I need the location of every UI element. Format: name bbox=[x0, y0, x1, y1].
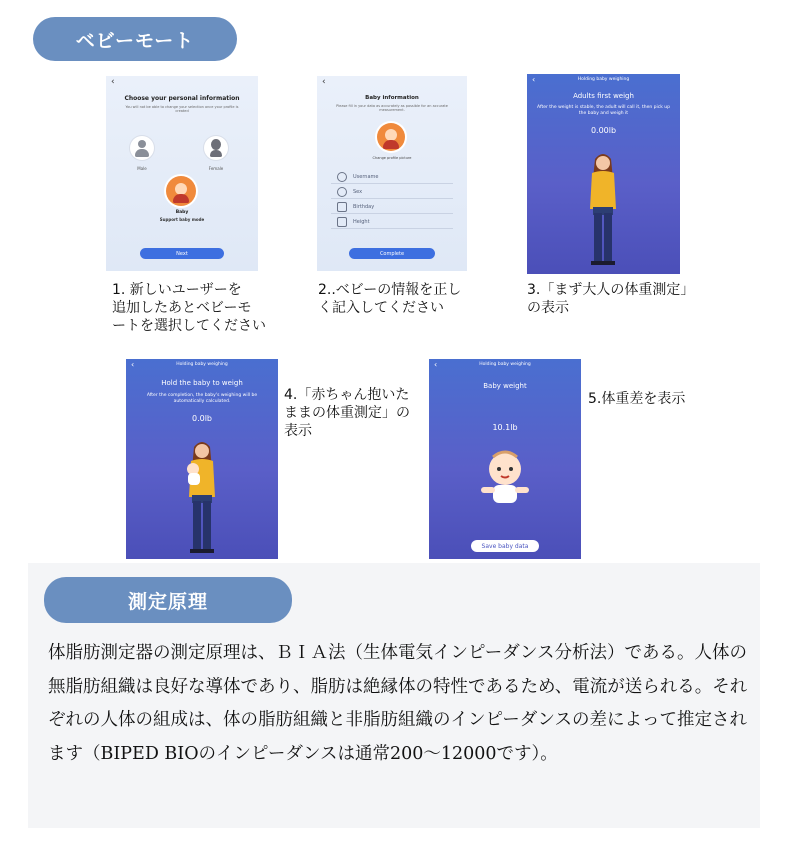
adult-holding-baby-icon bbox=[180, 437, 224, 557]
screen-title: Choose your personal information bbox=[124, 95, 240, 102]
caption-step-2: 2..ベビーの情報を正し く記入してください bbox=[318, 282, 462, 316]
back-arrow-icon[interactable]: ‹ bbox=[532, 75, 536, 84]
adult-figure-icon bbox=[583, 149, 623, 269]
male-avatar-icon[interactable] bbox=[130, 136, 154, 160]
weight-readout: 0.0lb bbox=[191, 414, 213, 423]
female-label: Female bbox=[208, 166, 224, 171]
header-title: ベビーモート bbox=[75, 29, 195, 52]
sex-icon bbox=[337, 187, 347, 197]
topbar-title: Holding baby weighing bbox=[176, 362, 228, 367]
field-label: Username bbox=[353, 174, 379, 180]
screen-subtitle: After the weight is stable, the adult will call it, then pick up the baby and weigh it bbox=[537, 105, 670, 116]
username-field[interactable] bbox=[331, 171, 453, 184]
sex-field[interactable] bbox=[331, 186, 453, 199]
weight-readout: 10.1lb bbox=[492, 423, 518, 432]
birthday-field[interactable] bbox=[331, 201, 453, 214]
calendar-icon bbox=[337, 202, 347, 212]
save-baby-data-button[interactable]: Save baby data bbox=[471, 540, 539, 552]
screen-title: Baby weight bbox=[483, 382, 527, 390]
caption-step-4: 4.「赤ちゃん抱いた ままの体重測定」の 表示 bbox=[284, 387, 410, 439]
back-arrow-icon[interactable]: ‹ bbox=[131, 360, 135, 369]
next-button[interactable]: Next bbox=[140, 248, 224, 259]
weight-readout: 0.00lb bbox=[590, 126, 617, 135]
caption-step-5: 5.体重差を表示 bbox=[588, 391, 686, 407]
screen-hold-baby bbox=[126, 359, 278, 559]
baby-subtitle: Support baby mode bbox=[159, 217, 205, 222]
screen-title: Adults first weigh bbox=[573, 92, 634, 100]
screen-subtitle: After the completion, the baby's weighing will be automatically calculated. bbox=[146, 393, 258, 404]
screen-subtitle: Please fill in your data as accurately as possible for an accurate measurement. bbox=[336, 104, 448, 113]
user-icon bbox=[337, 172, 347, 182]
back-arrow-icon[interactable]: ‹ bbox=[322, 77, 326, 87]
height-icon bbox=[337, 217, 347, 227]
section-pill bbox=[44, 577, 292, 623]
topbar-title: Holding baby weighing bbox=[577, 77, 630, 82]
field-label: Height bbox=[353, 219, 370, 225]
screen-title: Hold the baby to weigh bbox=[161, 379, 243, 387]
baby-illustration-icon bbox=[475, 447, 535, 507]
screen-baby-info bbox=[317, 76, 467, 271]
male-label: Male bbox=[137, 166, 147, 171]
field-label: Birthday bbox=[353, 204, 375, 210]
screen-title: Baby information bbox=[365, 95, 419, 101]
screen-adult-weigh bbox=[527, 74, 680, 274]
header-pill bbox=[33, 17, 237, 61]
change-picture-label[interactable]: Change profile picture bbox=[372, 156, 412, 160]
screen-baby-weight bbox=[429, 359, 581, 559]
height-field[interactable] bbox=[331, 216, 453, 229]
section-title: 測定原理 bbox=[127, 590, 208, 613]
screen-personal-info bbox=[106, 76, 258, 271]
caption-step-3: 3.「まず大人の体重測定」 の表示 bbox=[527, 282, 695, 316]
female-avatar-icon[interactable] bbox=[204, 136, 228, 160]
baby-label: Baby bbox=[175, 210, 189, 215]
field-label: Sex bbox=[353, 189, 363, 195]
screen-subtitle: You will not be able to change your selection once your profile is created bbox=[125, 105, 239, 114]
complete-button[interactable]: Complete bbox=[349, 248, 435, 259]
baby-avatar-icon[interactable] bbox=[166, 176, 196, 206]
baby-avatar-icon[interactable] bbox=[377, 123, 405, 151]
caption-step-1: 1. 新しいユーザーを 追加したあとベビーモ ートを選択してください bbox=[112, 282, 266, 334]
principle-paragraph: 体脂肪測定器の測定原理は、ＢＩＡ法（生体電気インピーダンス分析法）である。人体の無脂肪組織は良好な導体であり、脂肪は絶縁体の特性であるため、電流が送られる。それぞれの人体の組成は、体の脂肪組織と非脂肪組織のインピーダンスの差によって推定されます（BIPED BIOのインピーダンスは通常200〜12000です）。 bbox=[48, 643, 748, 764]
back-arrow-icon[interactable]: ‹ bbox=[111, 77, 115, 87]
back-arrow-icon[interactable]: ‹ bbox=[434, 360, 438, 369]
topbar-title: Holding baby weighing bbox=[479, 362, 531, 367]
